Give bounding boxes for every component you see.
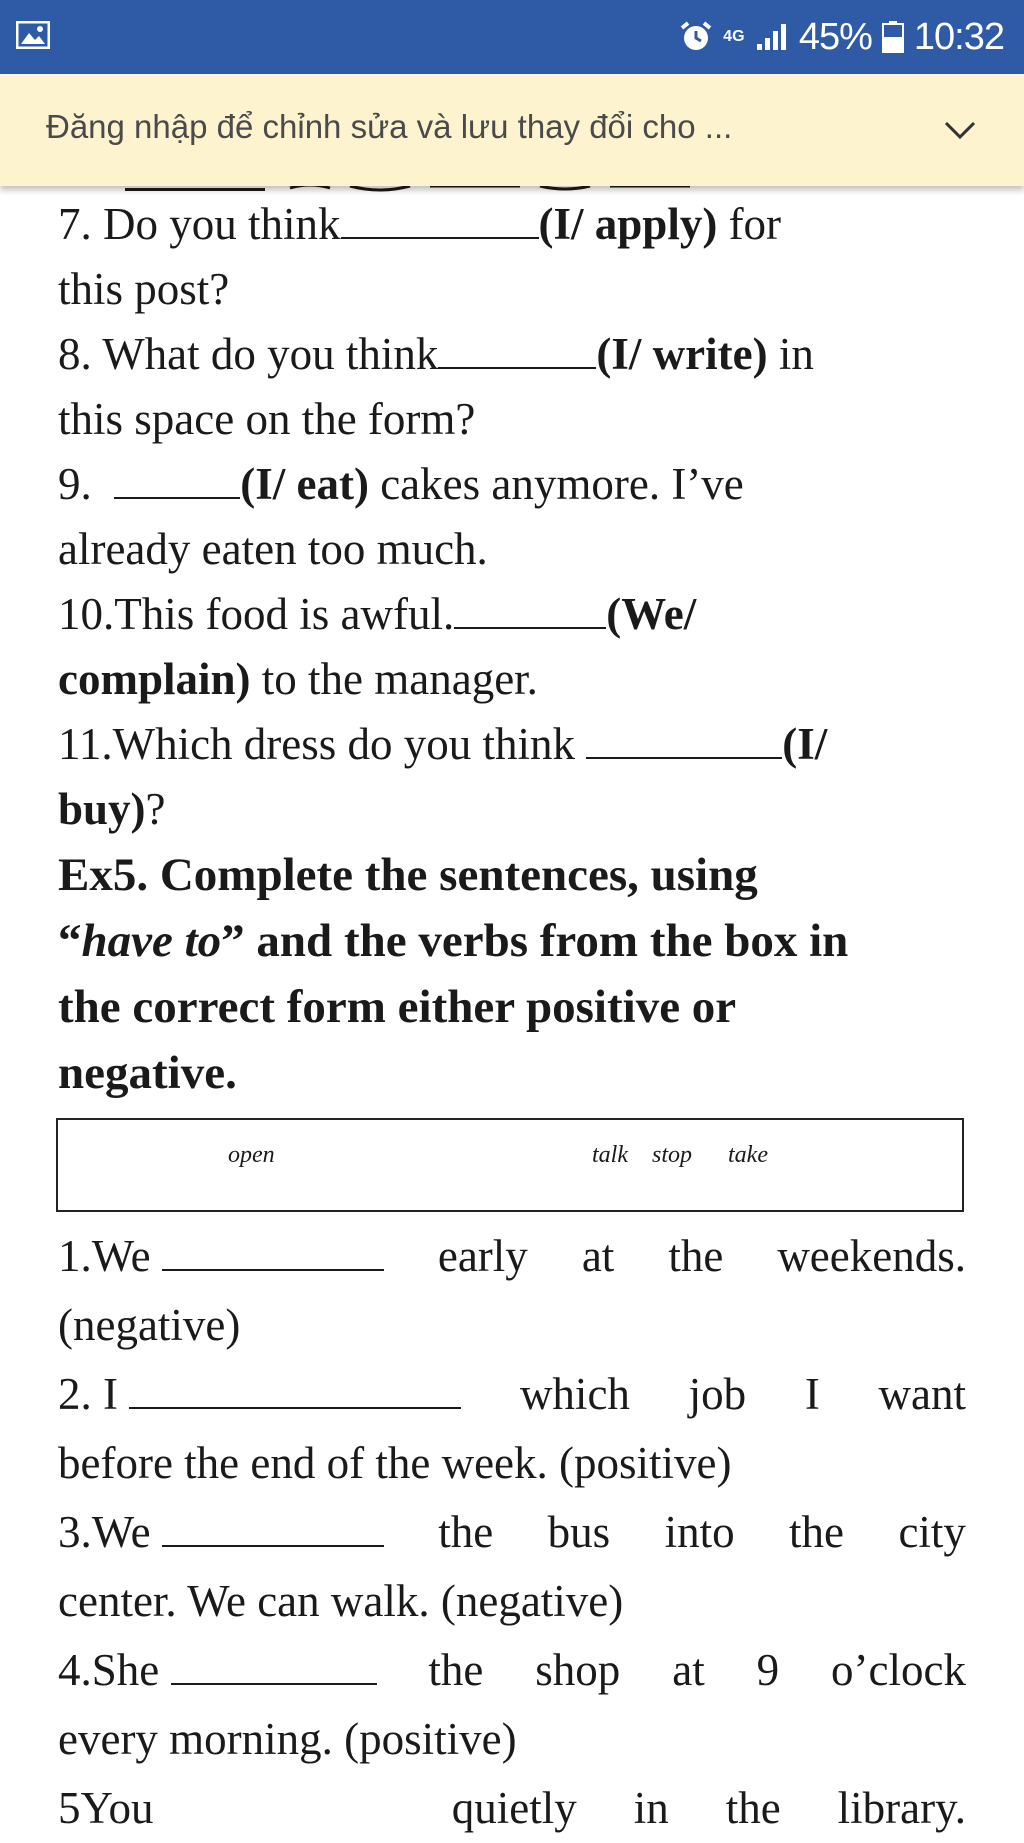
q7-line1 — [58, 192, 968, 257]
exercise-4 — [58, 192, 968, 1106]
battery-percent: 45% — [798, 15, 872, 58]
s2-word: I — [804, 1369, 820, 1419]
s2-line1 — [58, 1360, 966, 1429]
clock: 10:32 — [913, 15, 1004, 58]
s4-word: the — [428, 1645, 484, 1695]
q7-blank[interactable] — [341, 199, 539, 239]
s2-start — [58, 1360, 461, 1429]
q10-blank[interactable] — [454, 589, 606, 629]
ex5-title-line2 — [58, 908, 968, 974]
q8-text-after: in — [778, 329, 814, 379]
s5-word: in — [633, 1783, 669, 1833]
s3-word: the — [789, 1507, 845, 1557]
q7-text-after: for — [728, 199, 782, 249]
q10-line1 — [58, 582, 968, 647]
s2-word: which — [519, 1369, 630, 1419]
q11-line2 — [58, 777, 968, 842]
q10-line2 — [58, 647, 968, 712]
sign-in-banner[interactable] — [0, 74, 1024, 186]
s5-word: the — [725, 1783, 781, 1833]
s5-word: library. — [837, 1783, 966, 1833]
q9-line1 — [58, 452, 968, 517]
q10-number: 10. — [58, 589, 115, 639]
s4-word: o’clock — [831, 1645, 966, 1695]
q11-blank[interactable] — [586, 719, 782, 759]
s3-blank[interactable] — [162, 1507, 384, 1547]
q9-number: 9. — [58, 459, 92, 509]
s1-subject: 1.We — [58, 1231, 151, 1281]
signal-icon — [755, 22, 789, 52]
s5-line1 — [58, 1774, 966, 1843]
s4-word: 9 — [756, 1645, 780, 1695]
s4-word: at — [672, 1645, 705, 1695]
s2-subject: 2. I — [58, 1369, 118, 1419]
q10-text: This food is awful. — [114, 589, 455, 639]
q8-hint: (I/ write) — [596, 329, 768, 379]
q11-hint-part1: (I/ — [782, 719, 828, 769]
s3-word: into — [664, 1507, 735, 1557]
ex5-title-line4: negative. — [58, 1047, 237, 1099]
q7-text: Do you think — [103, 199, 341, 249]
q7-line2: this post? — [58, 264, 230, 314]
s1-blank[interactable] — [162, 1231, 384, 1271]
exercise-5-sentences — [58, 1222, 966, 1843]
q8-blank[interactable] — [438, 329, 596, 369]
s4-line2: every morning. (positive) — [58, 1714, 517, 1764]
q11-line1 — [58, 712, 968, 777]
s2-word: want — [878, 1369, 966, 1419]
q9-blank[interactable] — [114, 459, 240, 499]
s4-subject: 4.She — [58, 1645, 160, 1695]
quote-close: ” — [221, 915, 245, 967]
s1-word: at — [581, 1231, 615, 1281]
ex5-title-line2-text: and the verbs from the box in — [256, 915, 849, 967]
q10-text-after: to the manager. — [261, 654, 538, 704]
ex5-title-line3: the correct form either positive or — [58, 981, 737, 1033]
s5-subject: 5You — [58, 1783, 154, 1833]
s1-start — [58, 1222, 384, 1291]
battery-icon — [882, 21, 904, 53]
box-word-talk: talk — [592, 1142, 628, 1168]
s1-line1 — [58, 1222, 966, 1291]
q7-number: 7. — [58, 199, 92, 249]
box-word-take: take — [728, 1142, 768, 1168]
s5-start — [58, 1774, 395, 1843]
s3-start — [58, 1498, 384, 1567]
box-word-open: open — [228, 1142, 275, 1168]
q10-hint-part1: (We/ — [606, 589, 697, 639]
q10-hint-part2: complain) — [58, 654, 251, 704]
status-bar — [0, 0, 1024, 74]
s2-blank[interactable] — [129, 1369, 461, 1409]
s3-word: bus — [547, 1507, 611, 1557]
s3-line1 — [58, 1498, 966, 1567]
s2-word: job — [688, 1369, 747, 1419]
q11-number: 11. — [58, 719, 113, 769]
s4-start — [58, 1636, 377, 1705]
ex5-title-line1: Ex5. Complete the sentences, using — [58, 849, 758, 901]
s3-word: the — [438, 1507, 494, 1557]
s3-line2: center. We can walk. (negative) — [58, 1576, 624, 1626]
ex5-title — [58, 842, 968, 1106]
s3-word: city — [898, 1507, 966, 1557]
s5-word: quietly — [451, 1783, 577, 1833]
network-type: 4G — [723, 28, 745, 45]
verb-box — [56, 1118, 964, 1212]
s3-subject: 3.We — [58, 1507, 151, 1557]
q11-text-after: ? — [145, 784, 166, 834]
s1-word: early — [437, 1231, 528, 1281]
s2-line2: before the end of the week. (positive) — [58, 1438, 732, 1488]
q11-hint-part2: buy) — [58, 784, 146, 834]
q8-line1 — [58, 322, 968, 387]
s1-line2: (negative) — [58, 1300, 241, 1350]
q11-text: Which dress do you think — [112, 719, 576, 769]
box-word-stop: stop — [652, 1142, 693, 1168]
q9-line2: already eaten too much. — [58, 524, 488, 574]
s1-word: weekends. — [777, 1231, 966, 1281]
banner-text: Đăng nhập để chỉnh sửa và lưu thay đổi cho ... — [46, 108, 733, 145]
q7-hint: (I/ apply) — [538, 199, 718, 249]
s1-word: the — [668, 1231, 724, 1281]
s4-word: shop — [535, 1645, 621, 1695]
photo-icon — [16, 21, 50, 49]
q8-line2: this space on the form? — [58, 394, 476, 444]
q9-hint: (I/ eat) — [240, 459, 369, 509]
have-to: have to — [81, 915, 222, 967]
alarm-icon — [679, 20, 713, 54]
q8-text: What do you think — [102, 329, 439, 379]
q9-text-after: cakes anymore. I’ve — [380, 459, 744, 509]
s4-line1 — [58, 1636, 966, 1705]
q8-number: 8. — [58, 329, 92, 379]
chevron-down-icon[interactable] — [942, 118, 978, 142]
s4-blank[interactable] — [171, 1645, 377, 1685]
quote-open: “ — [58, 915, 82, 967]
